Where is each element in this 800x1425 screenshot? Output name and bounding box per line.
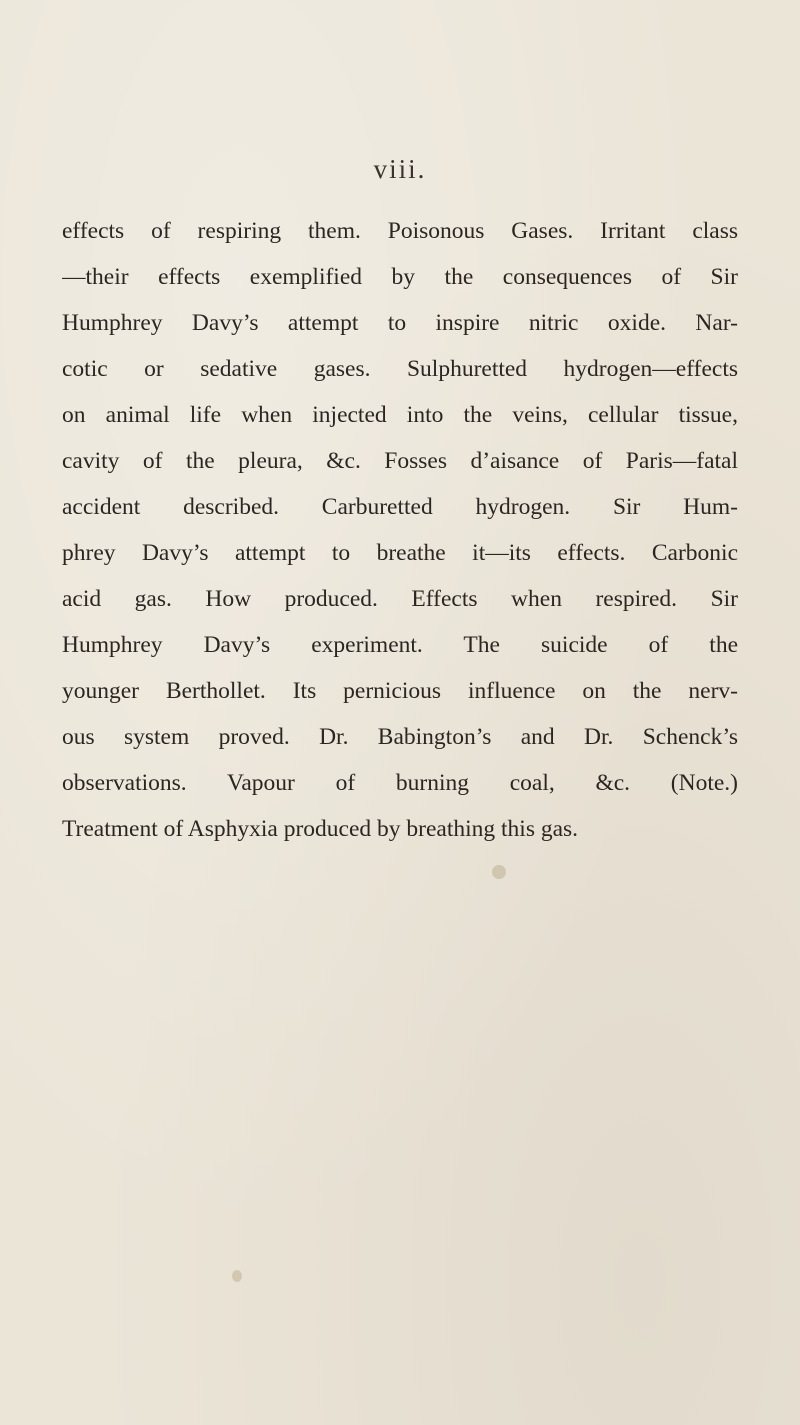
text-line: observations. Vapour of burning coal, &c. (Note.) [62,770,738,796]
text-line: effects of respiring them. Poisonous Gases. Irritant class [62,218,738,244]
paper-speck [232,1270,242,1282]
text-line: Humphrey Davy’s attempt to inspire nitric oxide. Nar- [62,310,738,336]
text-line: cavity of the pleura, &c. Fosses d’aisance of Paris—fatal [62,448,738,474]
text-line: Treatment of Asphyxia produced by breathing this gas. [62,816,579,842]
page-body-text [62,208,738,852]
text-line: phrey Davy’s attempt to breathe it—its effects. Carbonic [62,540,738,566]
text-line: —their effects exemplified by the consequences of Sir [62,264,738,290]
text-line: younger Berthollet. Its pernicious influence on the nerv- [62,678,738,704]
text-line: Humphrey Davy’s experiment. The suicide of the [62,632,738,658]
text-line: on animal life when injected into the veins, cellular tissue, [62,402,738,428]
text-line: ous system proved. Dr. Babington’s and Dr. Schenck’s [62,724,738,750]
paper-speck [492,865,506,879]
page-number: viii. [373,154,427,184]
text-line: acid gas. How produced. Effects when respired. Sir [62,586,738,612]
text-line: cotic or sedative gases. Sulphuretted hydrogen—effects [62,356,738,382]
text-line: accident described. Carburetted hydrogen. Sir Hum- [62,494,738,520]
